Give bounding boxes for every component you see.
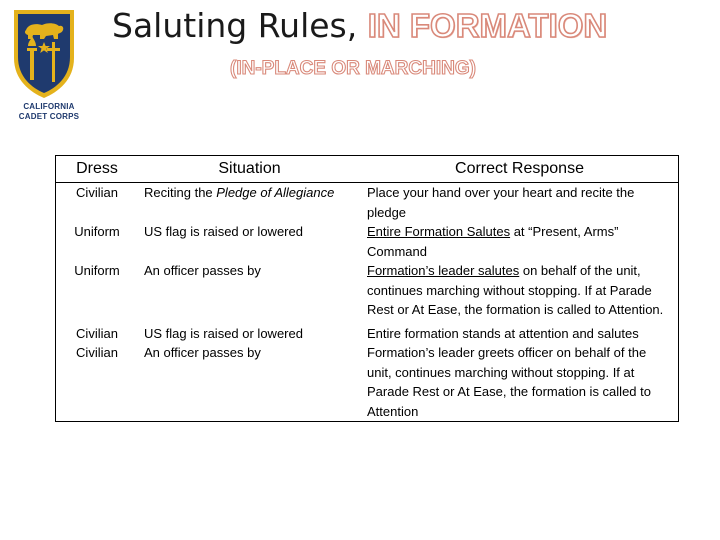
saluting-rules-table [55,155,679,422]
response-underlined: Entire Formation Salutes [367,224,511,239]
header-response: Correct Response [361,156,679,183]
response-cell [361,222,679,261]
logo-caption [6,102,92,122]
title-main: Saluting Rules, [112,6,358,45]
response-cell [361,343,679,422]
response-cell [361,320,679,344]
dress-cell: Civilian [76,325,118,341]
response-text: Place your hand over your heart and recite the pledge [367,185,635,220]
page-title [112,6,607,45]
response-text: Entire formation stands at attention and salutes [367,325,639,341]
table-row [56,222,679,261]
dress-cell: Civilian [76,185,118,200]
table-row [56,261,679,320]
dress-cell: Civilian [76,345,118,360]
response-cell [361,261,679,320]
california-bear-shield-icon [6,6,82,102]
situation-italic: Pledge of Allegiance [216,185,335,200]
title-accent: IN FORMATION [367,7,608,44]
page-subtitle: (IN-PLACE OR MARCHING) [230,58,476,79]
dress-cell: Uniform [74,224,120,239]
situation-cell: US flag is raised or lowered [144,325,303,341]
logo-text-line2: CADET CORPS [18,112,80,121]
situation-cell: US flag is raised or lowered [144,224,303,239]
situation-cell: An officer passes by [144,345,261,360]
situation-cell: An officer passes by [144,263,261,278]
response-text: on behalf of the unit, continues marching without stopping. If at Parade Rest or At Ease, the formation is called to Attention. [367,263,664,317]
response-cell [361,183,679,223]
table-header-row [56,156,679,183]
situation-text: Reciting the [144,185,217,200]
dress-cell: Uniform [74,263,120,278]
california-cadet-corps-logo [6,6,82,122]
logo-text-line1: CALIFORNIA [23,102,75,111]
header-dress: Dress [56,156,139,183]
situation-cell [138,183,361,223]
response-text: at “Present, Arms” Command [367,224,619,259]
response-underlined: Formation’s leader salutes [367,263,520,278]
table-row [56,343,679,422]
table-row [56,320,679,344]
response-text: Formation’s leader greets officer on behalf of the unit, continues marching without stopping. If at Parade Rest or At Ease, the formation is called to Attention [367,345,651,419]
table-row [56,183,679,223]
header-situation: Situation [138,156,361,183]
